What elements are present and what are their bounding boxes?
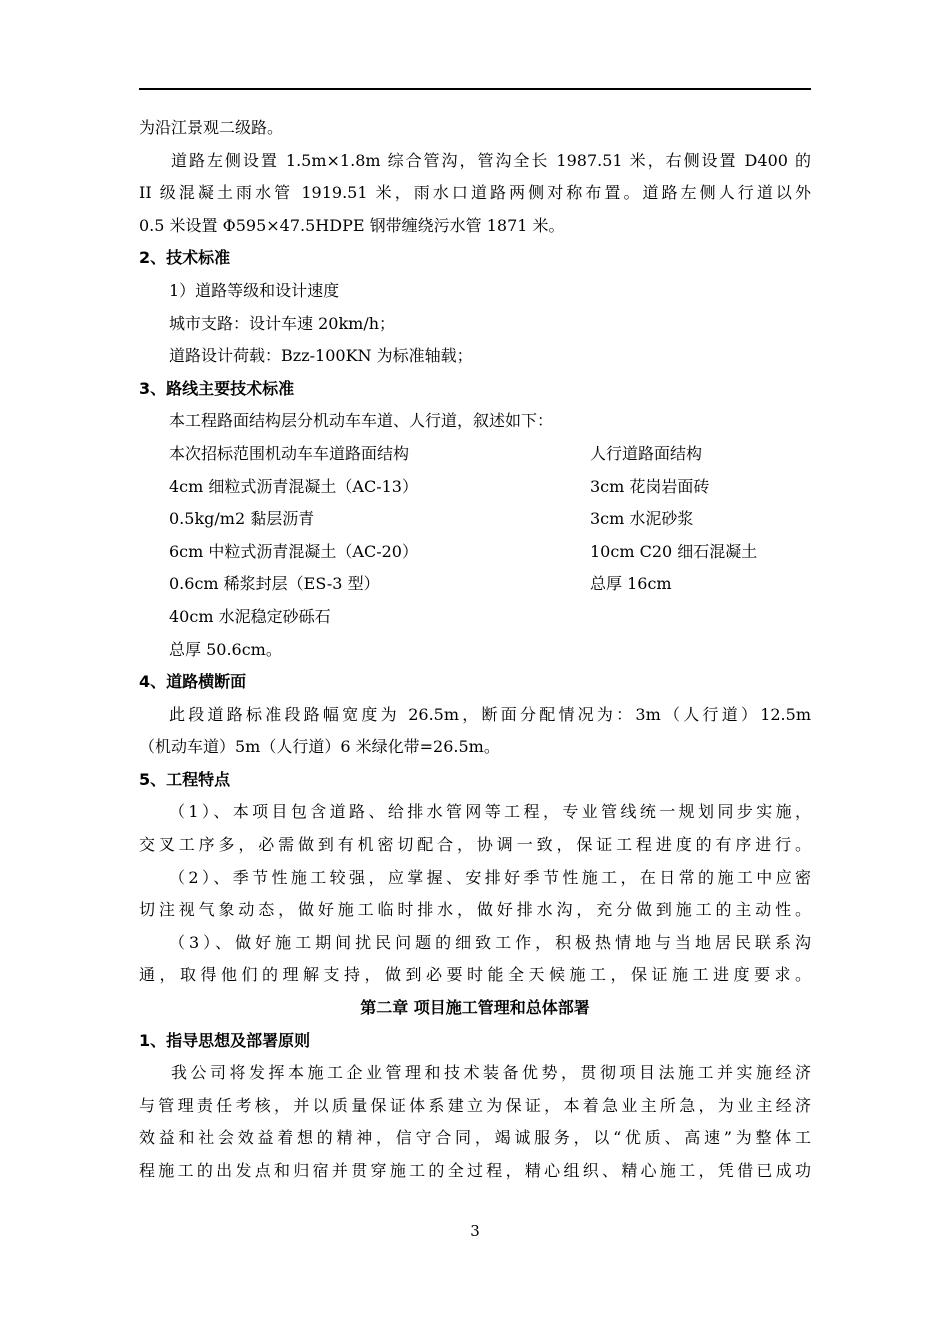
sidewalk-layer: 3cm 水泥砂浆 [590, 509, 694, 529]
paragraph-line: 我公司将发挥本施工企业管理和技术装备优势，贯彻项目法施工并实施经济 [171, 1063, 811, 1083]
paragraph-line: （2）、季节性施工较强，应掌握、安排好季节性施工，在日常的施工中应密 [169, 867, 811, 887]
section-heading: 3、路线主要技术标准 [139, 378, 295, 398]
paragraph-line: 通，取得他们的理解支持，做到必要时能全天候施工，保证施工进度要求。 [139, 965, 811, 985]
paragraph-line: 切注视气象动态，做好施工临时排水，做好排水沟，充分做到施工的主动性。 [139, 900, 811, 920]
paragraph-line: 道路左侧设置 1.5m×1.8m 综合管沟，管沟全长 1987.51 米，右侧设置 D400 的 [171, 150, 811, 170]
paragraph-line: 此段道路标准段路幅宽度为 26.5m，断面分配情况为：3m（人行道）12.5m [169, 704, 811, 724]
paragraph-line: （3）、做好施工期间扰民问题的细致工作，积极热情地与当地居民联系沟 [169, 932, 811, 952]
page-number: 3 [470, 1222, 480, 1240]
section-heading: 4、道路横断面 [139, 672, 247, 692]
document-body [139, 112, 811, 1188]
paragraph-line: 交叉工序多，必需做到有机密切配合，协调一致，保证工程进度的有序进行。 [139, 835, 811, 855]
section-heading: 2、技术标准 [139, 248, 231, 268]
paragraph-line: II 级混凝土雨水管 1919.51 米，雨水口道路两侧对称布置。道路左侧人行道以外 [139, 183, 811, 203]
roadway-layer: 总厚 50.6cm。 [169, 639, 282, 659]
paragraph-line: （1）、本项目包含道路、给排水管网等工程，专业管线统一规划同步实施， [169, 802, 811, 822]
section-heading: 1、指导思想及部署原则 [139, 1030, 311, 1050]
pavement-row [139, 601, 811, 634]
paragraph-line: 效益和社会效益着想的精神，信守合同，竭诚服务，以“优质、高速”为整体工 [139, 1128, 811, 1148]
paragraph-line: 为沿江景观二级路。 [139, 118, 284, 137]
pavement-table-header [139, 438, 811, 471]
pavement-row [139, 536, 811, 569]
paragraph-line: 程施工的出发点和归宿并贯穿施工的全过程，精心组织、精心施工，凭借已成功 [139, 1161, 811, 1180]
paragraph-line: 与管理责任考核，并以质量保证体系建立为保证，本着急业主所急，为业主经济 [139, 1095, 811, 1115]
paragraph-line: （机动车道）5m（人行道）6 米绿化带=26.5m。 [139, 737, 500, 757]
paragraph-line: 道路设计荷载：Bzz-100KN 为标准轴载； [169, 346, 473, 366]
sidewalk-layer: 10cm C20 细石混凝土 [590, 541, 758, 561]
paragraph-line: 1）道路等级和设计速度 [169, 280, 340, 300]
pavement-row [139, 503, 811, 536]
sidewalk-layer: 3cm 花岗岩面砖 [590, 476, 710, 496]
roadway-layer: 40cm 水泥稳定砂砾石 [169, 606, 331, 626]
roadway-structure-header: 本次招标范围机动车车道路面结构 [169, 443, 410, 463]
header-rule [139, 88, 811, 90]
pavement-row [139, 568, 811, 601]
roadway-layer: 0.5kg/m2 黏层沥青 [169, 509, 315, 529]
chapter-title: 第二章 项目施工管理和总体部署 [360, 998, 590, 1018]
section-heading: 5、工程特点 [139, 769, 231, 789]
roadway-layer: 6cm 中粒式沥青混凝土（AC-20） [169, 541, 418, 561]
sidewalk-layer: 总厚 16cm [590, 574, 672, 594]
roadway-layer: 0.6cm 稀浆封层（ES-3 型） [169, 574, 380, 594]
pavement-row [139, 634, 811, 667]
paragraph-line: 本工程路面结构层分机动车车道、人行道，叙述如下： [169, 411, 554, 431]
sidewalk-structure-header: 人行道路面结构 [590, 443, 703, 463]
paragraph-line: 城市支路：设计车速 20km/h； [169, 313, 396, 333]
sidewalk-layer [590, 601, 811, 634]
paragraph-line: 0.5 米设置 Φ595×47.5HDPE 钢带缠绕污水管 1871 米。 [139, 215, 565, 235]
sidewalk-layer [590, 634, 811, 667]
roadway-layer: 4cm 细粒式沥青混凝土（AC-13） [169, 476, 418, 496]
pavement-row [139, 471, 811, 504]
